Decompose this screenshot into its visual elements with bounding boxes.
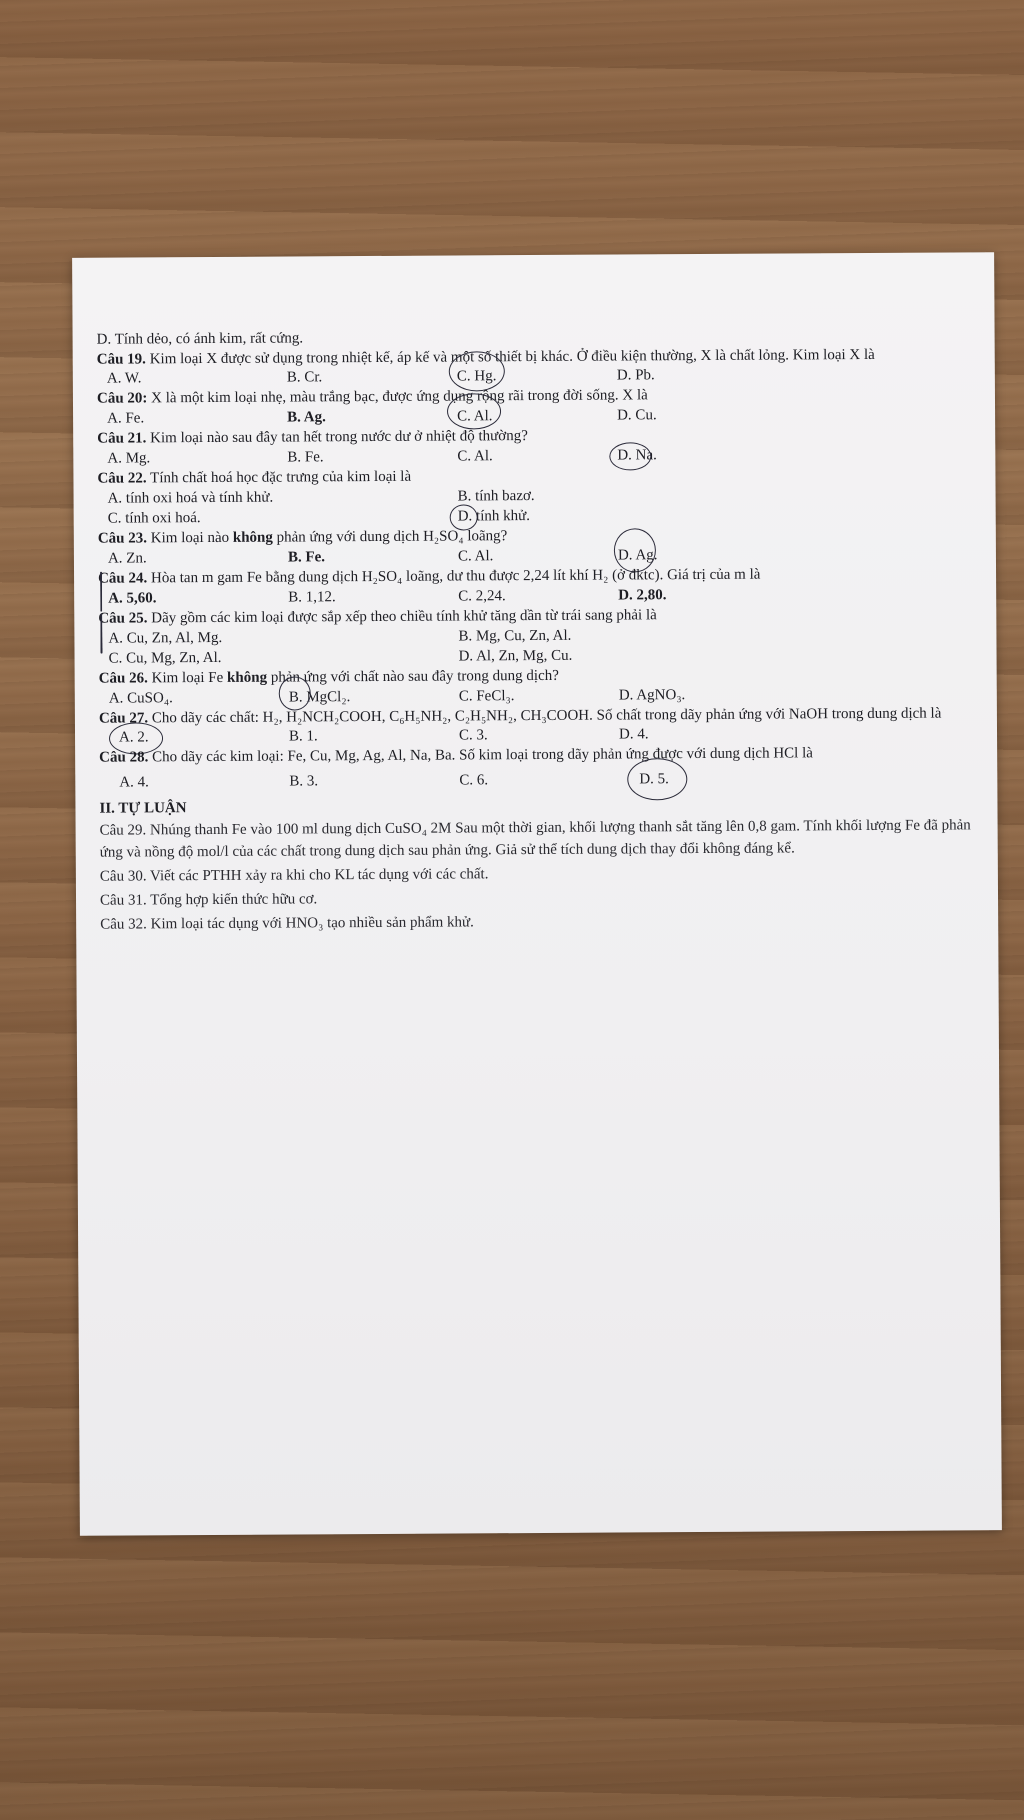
question-text: Tính chất hoá học đặc trưng của kim loại là: [150, 468, 412, 487]
option-c: C. 6.: [459, 772, 489, 789]
option-c: C. Al.: [457, 448, 493, 465]
question-label: Câu 23.: [97, 530, 148, 547]
question-text-after: phản ứng với dung dịch H₂SO₄ loãng?: [276, 528, 508, 546]
option-a: A. Fe.: [107, 410, 145, 427]
question-label: Câu 20:: [96, 390, 148, 407]
option-b: B. Mg, Cu, Zn, Al.: [458, 627, 572, 645]
question-text: X là một kim loại nhẹ, màu trắng bạc, được ứng dụng rộng rãi trong đời sống. X là: [151, 387, 648, 407]
option-b: B. 1.: [288, 728, 318, 745]
question-label: Câu 25.: [98, 610, 148, 627]
option-c: C. Al.: [457, 548, 494, 565]
option-d: D. Ag.: [617, 547, 658, 564]
option-a: A. 5,60.: [108, 590, 157, 607]
question-text-bold: không: [226, 669, 268, 686]
options-28: [99, 768, 979, 793]
option-d: D. 2,80.: [618, 587, 667, 604]
option-a: A. Zn.: [107, 550, 147, 567]
question-label: Câu 28.: [99, 749, 149, 766]
option-c: C. 3.: [458, 727, 488, 744]
essay-32: Câu 32. Kim loại tác dụng với HNO₃ tạo nhiều sản phẩm khử.: [100, 914, 474, 933]
option-d: D. Pb.: [616, 367, 655, 384]
option-b: B. 1,12.: [288, 589, 336, 606]
question-label: Câu 22.: [97, 470, 147, 487]
question-label: Câu 21.: [97, 430, 147, 447]
option-c: C. 2,24.: [458, 588, 506, 605]
option-d: D. 4.: [618, 726, 649, 743]
option-a: A. W.: [106, 370, 142, 387]
option-c: C. Hg.: [456, 368, 497, 385]
option-d: D. Al, Zn, Mg, Cu.: [458, 647, 573, 665]
option-d: D. Na.: [617, 447, 657, 464]
question-label: Câu 27.: [98, 710, 149, 727]
option-b: B. tính bazơ.: [457, 488, 535, 505]
option-a: A. tính oxi hoá và tính khử.: [107, 489, 274, 507]
prev-option-d: D. Tính dẻo, có ánh kim, rất cứng.: [96, 330, 304, 348]
question-text: Hòa tan m gam Fe bằng dung dịch H₂SO₄ loãng, dư thu được 2,24 lít khí H₂ (ở đktc). Giá trị của m là: [150, 566, 761, 587]
essay-31: Câu 31. Tổng hợp kiến thức hữu cơ.: [99, 891, 318, 909]
option-a: A. 2.: [118, 729, 149, 746]
pen-circle-mark: [279, 676, 311, 710]
option-b: B. MgCl₂.: [288, 689, 351, 706]
essay-29: Câu 29. Nhúng thanh Fe vào 100 ml dung dịch CuSO₄ 2M Sau một thời gian, khối lượng thanh sắt tăng lên 0,8 gam. Tính khối lượng Fe đã phản ứng và nồng độ mol/l của các chất trong dung dịch sau phản ứng. Giả sử thể tích dung dịch thay đổi không đáng kể.: [99, 817, 971, 861]
option-c: C. tính oxi hoá.: [107, 510, 201, 527]
pen-bracket-mark: [100, 614, 102, 654]
question-text: Cho dãy các kim loại: Fe, Cu, Mg, Ag, Al, Na, Ba. Số kim loại trong dãy phản ứng được với dung dịch HCl là: [152, 745, 813, 766]
question-label: Câu 24.: [98, 570, 148, 587]
option-c: C. FeCl₃.: [458, 688, 515, 705]
question-text: Dãy gồm các kim loại được sắp xếp theo chiều tính khử tăng dần từ trái sang phải là: [151, 607, 657, 627]
exam-content: [97, 325, 981, 935]
option-d: D. AgNO₃.: [618, 687, 686, 704]
option-a: A. CuSO₄.: [108, 690, 173, 707]
option-a: A. Cu, Zn, Al, Mg.: [108, 629, 223, 647]
option-d: D. tính khử.: [457, 508, 531, 525]
pen-circle-mark: [447, 393, 501, 429]
question-text: Kim loại X được sử dụng trong nhiệt kế, áp kế và một số thiết bị khác. Ở điều kiện thường, X là chất lỏng. Kim loại X là: [149, 346, 875, 368]
question-label: Câu 19.: [96, 351, 146, 368]
option-b: B. 3.: [289, 773, 319, 790]
option-b: B. Fe.: [287, 549, 326, 566]
question-28: [99, 743, 979, 767]
option-c: C. Cu, Mg, Zn, Al.: [108, 649, 222, 667]
pen-bracket-mark: [100, 572, 102, 612]
pen-circle-mark: [627, 758, 687, 800]
section-title: II. TỰ LUẬN: [99, 800, 187, 817]
question-text-after: phản ứng với chất nào sau đây trong dung dịch?: [270, 667, 559, 686]
essay-30: Câu 30. Viết các PTHH xảy ra khi cho KL tác dụng với các chất.: [99, 866, 489, 885]
question-text: Kim loại nào sau đây tan hết trong nước dư ở nhiệt độ thường?: [150, 428, 528, 447]
option-a: A. 4.: [119, 774, 149, 791]
pen-circle-mark: [449, 351, 505, 391]
option-c: C. Al.: [457, 408, 493, 425]
question-label: Câu 26.: [98, 670, 148, 687]
question-text-before: Kim loại Fe: [151, 669, 224, 687]
option-b: B. Cr.: [286, 369, 323, 386]
question-text-before: Kim loại nào: [150, 529, 230, 547]
exam-paper: [72, 252, 1002, 1536]
option-d: D. 5.: [639, 771, 669, 788]
option-d: D. Cu.: [617, 407, 657, 424]
option-b: B. Fe.: [287, 449, 324, 466]
question-text-bold: không: [232, 529, 273, 546]
option-b: B. Ag.: [287, 409, 326, 426]
question-text: Cho dãy các chất: H₂, H₂NCH₂COOH, C₆H₅NH₂, C₂H₅NH₂, CH₃COOH. Số chất trong dãy phản ứng với NaOH trong dung dịch là: [151, 705, 942, 727]
option-a: A. Mg.: [107, 450, 151, 467]
